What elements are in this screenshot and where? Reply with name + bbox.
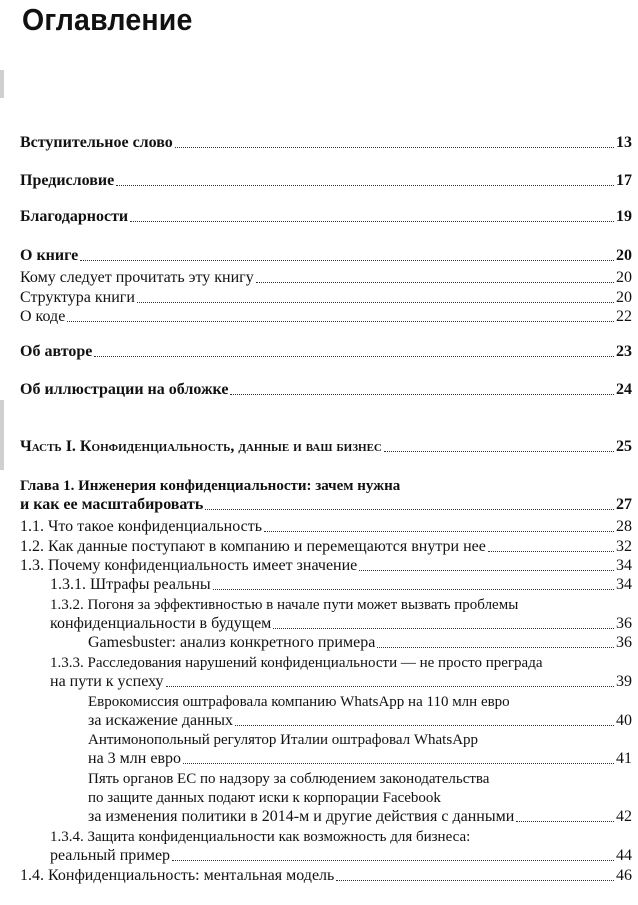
toc-entry-page: 44 <box>616 847 632 864</box>
dot-leader <box>175 147 614 148</box>
dot-leader <box>213 589 614 590</box>
toc-entry-title: О книге <box>20 247 79 264</box>
toc-entry-title: 1.3. Почему конфиденциальность имеет значение <box>20 557 358 574</box>
dot-leader <box>130 221 614 222</box>
dot-leader <box>205 509 614 510</box>
dot-leader <box>166 686 615 687</box>
toc-entry-page: 46 <box>616 867 632 884</box>
toc-entry-1-3-2[interactable] <box>50 615 632 633</box>
dot-leader <box>336 880 614 881</box>
toc-entry-title: на 3 млн евро <box>88 750 181 767</box>
toc-entry-about-code[interactable] <box>20 308 632 326</box>
toc-entry-title: 1.4. Конфиденциальность: ментальная модель <box>20 867 335 884</box>
toc-entry-1-3-4[interactable] <box>50 847 632 865</box>
toc-entry-whatsapp-eu[interactable] <box>88 712 632 730</box>
dot-leader <box>172 860 614 861</box>
toc-entry-page: 42 <box>616 808 632 825</box>
dot-leader <box>359 570 614 571</box>
toc-entry-page: 17 <box>616 172 632 189</box>
toc-entry-title: Об иллюстрации на обложке <box>20 381 229 398</box>
toc-entry-title: О коде <box>20 308 66 325</box>
toc-entry-page: 36 <box>616 615 632 632</box>
toc-entry-page: 39 <box>616 673 632 690</box>
toc-entry-title: Благодарности <box>20 208 129 225</box>
dot-leader <box>384 451 614 452</box>
toc-entry-1-3-3[interactable] <box>50 673 632 691</box>
toc-entry-title: Предисловие <box>20 172 115 189</box>
toc-entry-title: реальный пример <box>50 847 171 864</box>
toc-entry-foreword[interactable] <box>20 134 632 152</box>
dot-leader <box>273 628 614 629</box>
toc-entry-page: 27 <box>616 496 632 513</box>
toc-entry-1-3-4-line1: 1.3.4. Защита конфиденциальности как возможность для бизнеса: <box>50 829 471 845</box>
toc-entry-page: 19 <box>616 208 632 225</box>
toc-entry-whatsapp-eu-line1: Еврокомиссия оштрафовала компанию WhatsApp на 110 млн евро <box>88 694 510 710</box>
toc-entry-title: 1.3.1. Штрафы реальны <box>50 576 211 593</box>
dot-leader <box>377 647 614 648</box>
toc-entry-title: Часть I. Конфиденциальность, данные и ваш бизнес <box>20 438 382 455</box>
toc-entry-part-1[interactable] <box>20 438 632 456</box>
page-title: Оглавление <box>22 2 193 37</box>
dot-leader <box>116 185 614 186</box>
toc-entry-chapter-1[interactable] <box>20 496 632 514</box>
toc-entry-page: 25 <box>616 438 632 455</box>
toc-entry-page: 41 <box>616 750 632 767</box>
toc-entry-whatsapp-italy-line1: Антимонопольный регулятор Италии оштрафовал WhatsApp <box>88 732 479 748</box>
toc-entry-book-structure[interactable] <box>20 289 632 307</box>
dot-leader <box>235 725 614 726</box>
toc-entry-page: 20 <box>616 289 632 306</box>
toc-entry-page: 22 <box>616 308 632 325</box>
toc-entry-page: 20 <box>616 269 632 286</box>
toc-entry-title: 1.1. Что такое конфиденциальность <box>20 518 262 535</box>
toc-entry-1-3-3-line1: 1.3.3. Расследования нарушений конфиденциальности — не просто преграда <box>50 655 543 671</box>
toc-entry-about-author[interactable] <box>20 343 632 361</box>
toc-entry-1-1[interactable] <box>20 518 632 536</box>
toc-entry-1-2[interactable] <box>20 538 632 556</box>
toc-entry-page: 23 <box>616 343 632 360</box>
toc-entry-page: 13 <box>616 134 632 151</box>
toc-entry-gamesbuster[interactable] <box>88 634 632 652</box>
toc-entry-cover-illustration[interactable] <box>20 381 632 399</box>
dot-leader <box>67 321 614 322</box>
toc-entry-title: Gamesbuster: анализ конкретного примера <box>88 634 376 651</box>
toc-entry-preface[interactable] <box>20 172 632 190</box>
toc-entry-title: Вступительное слово <box>20 134 173 151</box>
toc-entry-page: 28 <box>616 518 632 535</box>
toc-entry-title: Структура книги <box>20 289 135 306</box>
dot-leader <box>256 282 614 283</box>
toc-entry-title: конфиденциальности в будущем <box>50 615 272 632</box>
toc-entry-page: 36 <box>616 634 632 651</box>
dot-leader <box>183 763 614 764</box>
dot-leader <box>516 821 614 822</box>
toc-entry-title: 1.2. Как данные поступают в компанию и перемещаются внутри нее <box>20 538 486 555</box>
toc-entry-who-should-read[interactable] <box>20 269 632 287</box>
toc-entry-acknowledgements[interactable] <box>20 208 632 226</box>
toc-entry-title: за искажение данных <box>88 712 234 729</box>
toc-entry-chapter-1-line1: Глава 1. Инженерия конфиденциальности: зачем нужна <box>20 478 401 494</box>
dot-leader <box>264 531 614 532</box>
toc-entry-page: 32 <box>616 538 632 555</box>
dot-leader <box>488 551 614 552</box>
toc-entry-1-4[interactable] <box>20 867 632 885</box>
toc-entry-title: Об авторе <box>20 343 93 360</box>
toc-entry-about-book[interactable] <box>20 247 632 265</box>
toc-entry-title: и как ее масштабировать <box>20 496 204 513</box>
toc-entry-title: за изменения политики в 2014-м и другие действия с данными <box>88 808 515 825</box>
dot-leader <box>230 394 614 395</box>
toc-entry-title: на пути к успеху <box>50 673 164 690</box>
toc-entry-whatsapp-italy[interactable] <box>88 750 632 768</box>
toc-entry-page: 20 <box>616 247 632 264</box>
toc-entry-page: 24 <box>616 381 632 398</box>
toc-entry-page: 34 <box>616 576 632 593</box>
toc-entry-1-3-2-line1: 1.3.2. Погоня за эффективностью в начале пути может вызвать проблемы <box>50 597 519 613</box>
dot-leader <box>80 260 614 261</box>
dot-leader <box>137 302 614 303</box>
toc-entry-title: Кому следует прочитать эту книгу <box>20 269 254 286</box>
dot-leader <box>94 356 614 357</box>
toc-entry-facebook[interactable] <box>88 808 632 826</box>
toc-entry-1-3[interactable] <box>20 557 632 575</box>
toc-entry-page: 34 <box>616 557 632 574</box>
toc-entry-facebook-line2: по защите данных подают иски к корпорации Facebook <box>88 790 441 806</box>
toc-entry-1-3-1[interactable] <box>50 576 632 594</box>
toc-entry-page: 40 <box>616 712 632 729</box>
toc-entry-facebook-line1: Пять органов ЕС по надзору за соблюдением законодательства <box>88 771 490 787</box>
